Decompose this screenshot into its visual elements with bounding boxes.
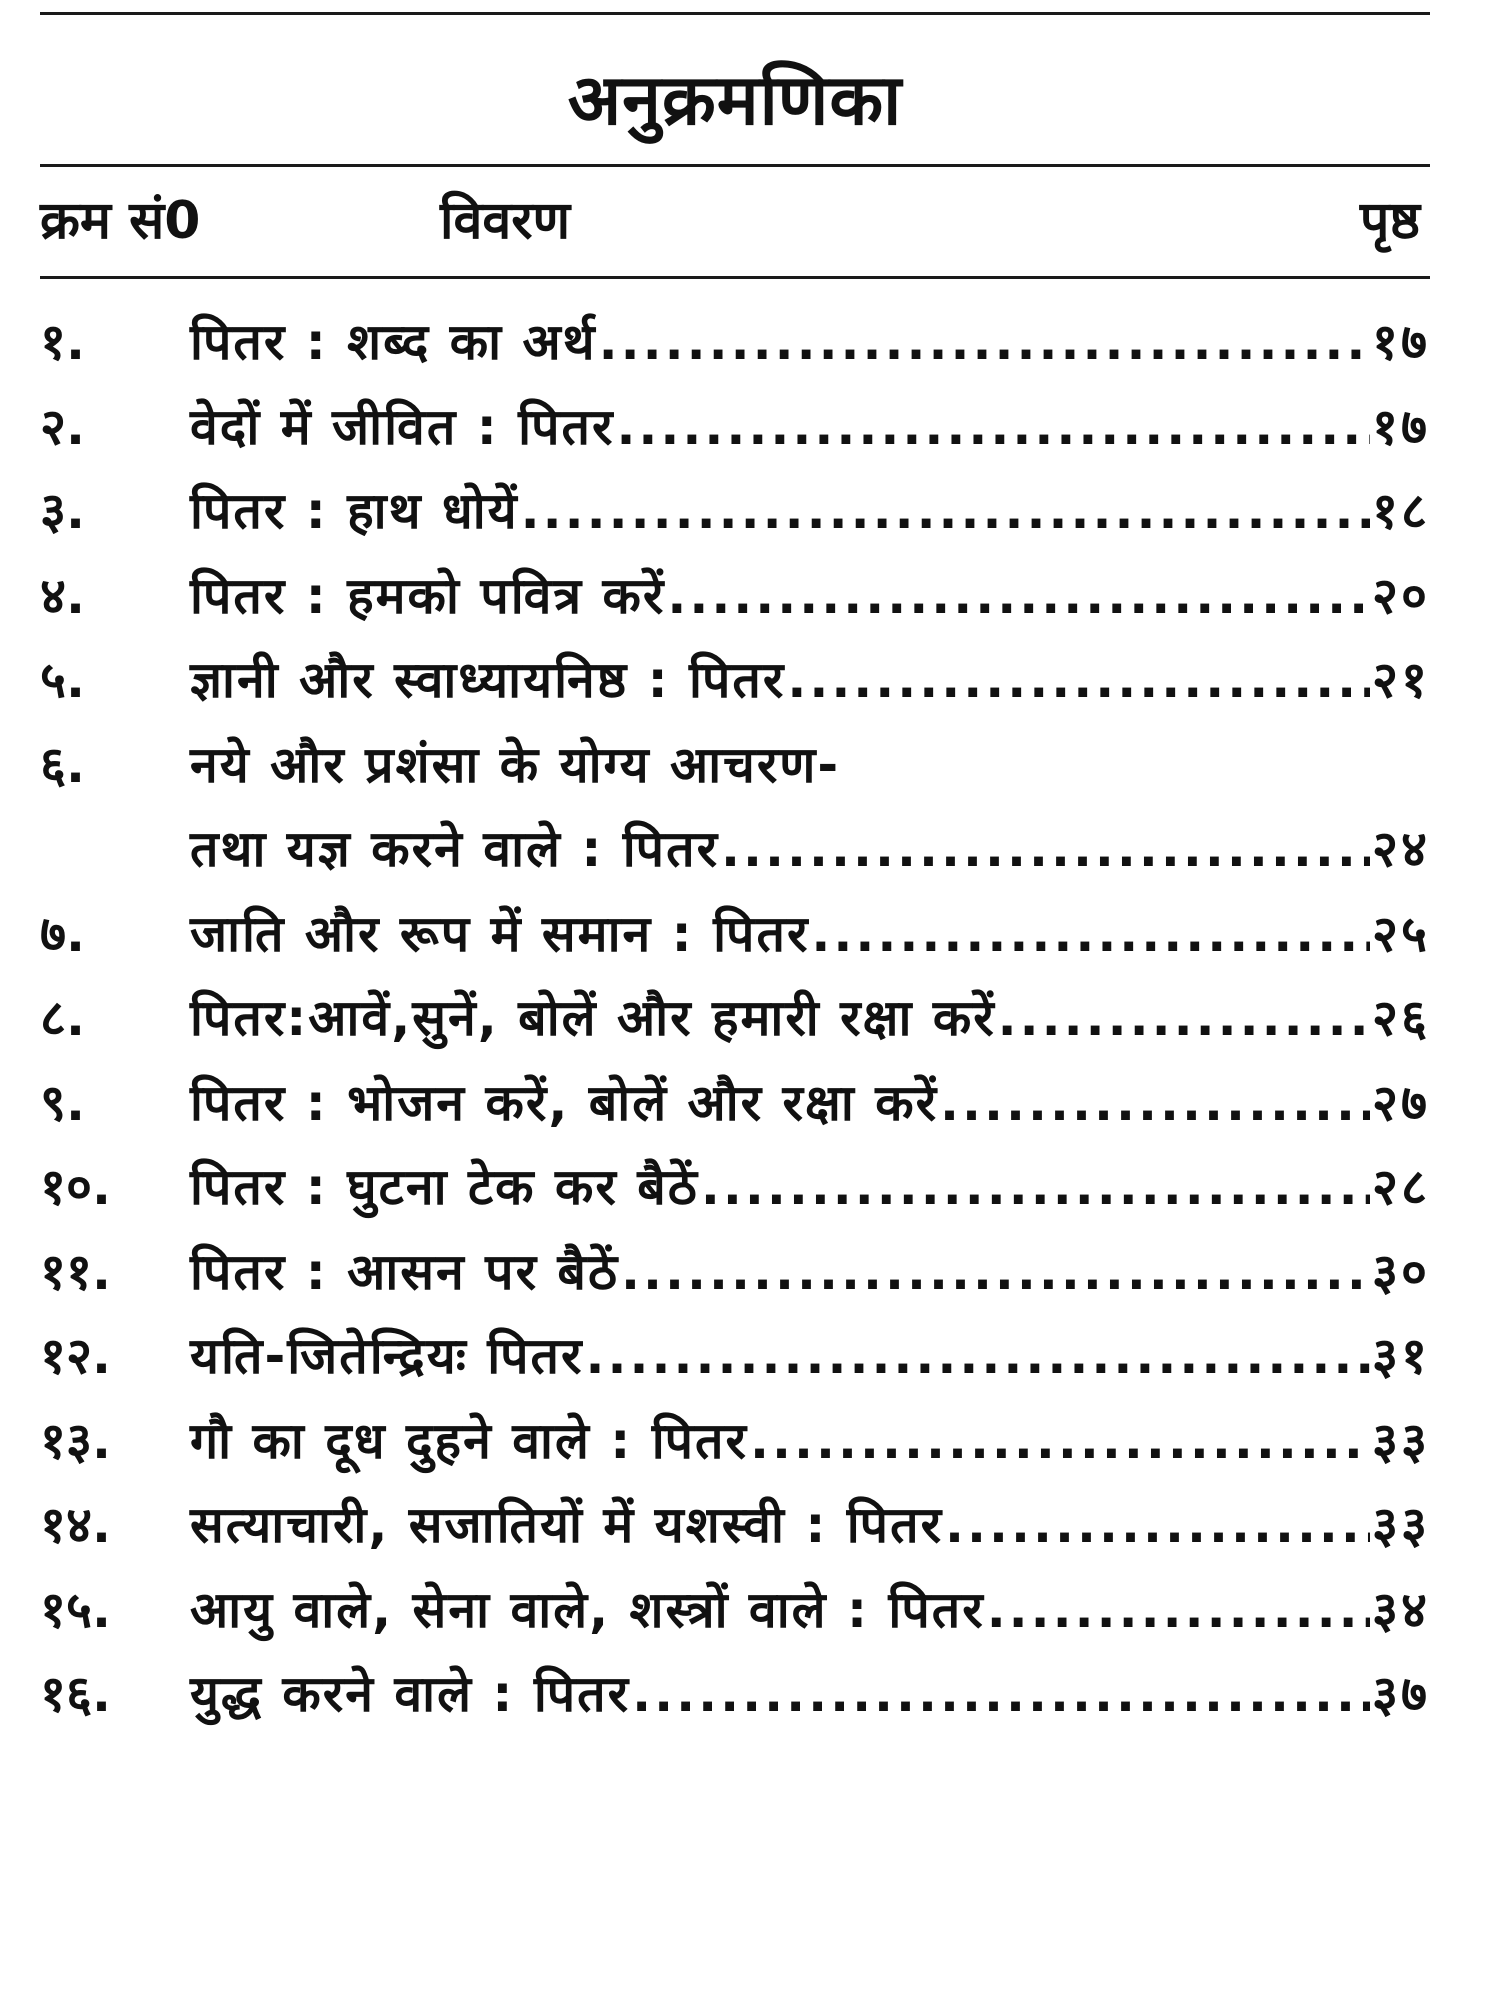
toc-entry — [40, 300, 1430, 385]
title-rule — [40, 164, 1430, 167]
dot-leader — [621, 1230, 1370, 1315]
table-header — [40, 186, 1430, 256]
dot-leader — [521, 469, 1370, 554]
dot-leader — [998, 976, 1370, 1061]
dot-leader — [616, 385, 1370, 470]
dot-leader — [787, 638, 1370, 723]
entry-page: ३० — [1372, 1242, 1430, 1301]
toc-entry-continuation — [40, 807, 1430, 892]
entry-number: १३. — [40, 1411, 111, 1470]
toc-entry — [40, 976, 1430, 1061]
entry-number: ८. — [40, 989, 85, 1047]
toc-entry — [40, 1399, 1430, 1484]
dot-leader — [940, 1061, 1370, 1146]
entry-page: २६ — [1372, 989, 1430, 1047]
entry-number: १६. — [40, 1665, 111, 1723]
header-rule — [40, 276, 1430, 279]
entry-title: पितर : हमको पवित्र करें — [190, 566, 666, 625]
entry-page: ३१ — [1372, 1327, 1430, 1385]
entry-page: १७ — [1372, 313, 1430, 371]
toc-entry — [40, 1314, 1430, 1399]
toc-entry — [40, 1145, 1430, 1230]
dot-leader — [811, 892, 1370, 977]
entry-page: २८ — [1372, 1158, 1430, 1216]
entry-page: २४ — [1372, 820, 1430, 878]
entry-number: १. — [40, 313, 85, 371]
entry-title: युद्ध करने वाले : पितर — [190, 1665, 631, 1723]
entry-page: ३३ — [1372, 1411, 1430, 1470]
entry-page: ३७ — [1372, 1665, 1430, 1723]
dot-leader — [987, 1568, 1370, 1653]
dot-leader — [667, 554, 1370, 639]
dot-leader — [750, 1399, 1370, 1484]
entry-page: २७ — [1372, 1073, 1430, 1132]
entry-title: वेदों में जीवित : पितर — [190, 397, 615, 456]
serial-column-header: क्रम सं0 — [40, 191, 201, 251]
entry-number: ७. — [40, 904, 85, 963]
entry-title: पितर : हाथ धोयें — [190, 482, 519, 540]
entry-number: १०. — [40, 1158, 111, 1216]
dot-leader — [599, 300, 1370, 385]
entry-number: ३. — [40, 482, 85, 540]
entry-title: यति-जितेन्द्रियः पितर — [190, 1327, 584, 1385]
entry-title: आयु वाले, सेना वाले, शस्त्रों वाले : पितर — [190, 1580, 985, 1639]
entry-page: १८ — [1372, 482, 1430, 540]
dot-leader — [721, 807, 1370, 892]
entry-number: ९. — [40, 1073, 85, 1132]
entry-number: ६. — [40, 735, 85, 794]
toc-list — [40, 300, 1430, 1737]
toc-entry — [40, 892, 1430, 977]
toc-entry — [40, 1230, 1430, 1315]
entry-number: ११. — [40, 1242, 111, 1301]
entry-page: ३४ — [1372, 1580, 1430, 1639]
dot-leader — [632, 1652, 1370, 1737]
entry-title: सत्याचारी, सजातियों में यशस्वी : पितर — [190, 1496, 944, 1554]
entry-number: २. — [40, 397, 85, 456]
entry-title: पितर : भोजन करें, बोलें और रक्षा करें — [190, 1073, 939, 1132]
toc-entry — [40, 1568, 1430, 1653]
entry-title: तथा यज्ञ करने वाले : पितर — [190, 820, 720, 878]
entry-title: नये और प्रशंसा के योग्य आचरण- — [190, 735, 841, 794]
toc-entry — [40, 469, 1430, 554]
entry-number: ४. — [40, 566, 85, 625]
page-column-header: पृष्ठ — [1359, 191, 1420, 251]
dot-leader — [701, 1145, 1370, 1230]
entry-page: ३३ — [1372, 1496, 1430, 1554]
entry-title: पितर:आवें,सुनें, बोलें और हमारी रक्षा करें — [190, 989, 996, 1047]
entry-number: ५. — [40, 651, 85, 709]
dot-leader — [945, 1483, 1370, 1568]
toc-entry — [40, 638, 1430, 723]
entry-number: १५. — [40, 1580, 111, 1639]
entry-title: पितर : आसन पर बैठें — [190, 1242, 620, 1301]
top-rule — [40, 12, 1430, 15]
toc-entry — [40, 554, 1430, 639]
page-title: अनुक्रमणिका — [567, 59, 903, 141]
dot-leader — [586, 1314, 1370, 1399]
entry-page: २५ — [1372, 904, 1430, 963]
description-column-header: विवरण — [440, 191, 571, 251]
entry-page: २१ — [1372, 651, 1430, 709]
entry-number: १२. — [40, 1327, 111, 1385]
entry-title: गौ का दूध दुहने वाले : पितर — [190, 1411, 748, 1470]
entry-title: ज्ञानी और स्वाध्यायनिष्ठ : पितर — [190, 651, 786, 709]
entry-title: जाति और रूप में समान : पितर — [190, 904, 810, 963]
toc-entry — [40, 1483, 1430, 1568]
entry-title: पितर : घुटना टेक कर बैठें — [190, 1158, 699, 1216]
toc-entry — [40, 385, 1430, 470]
toc-entry — [40, 1652, 1430, 1737]
toc-page — [40, 0, 1430, 2000]
toc-entry — [40, 723, 1430, 808]
entry-page: २० — [1372, 566, 1430, 625]
entry-title: पितर : शब्द का अर्थ — [190, 313, 597, 371]
toc-entry — [40, 1061, 1430, 1146]
entry-number: १४. — [40, 1496, 111, 1554]
entry-page: १७ — [1372, 397, 1430, 456]
